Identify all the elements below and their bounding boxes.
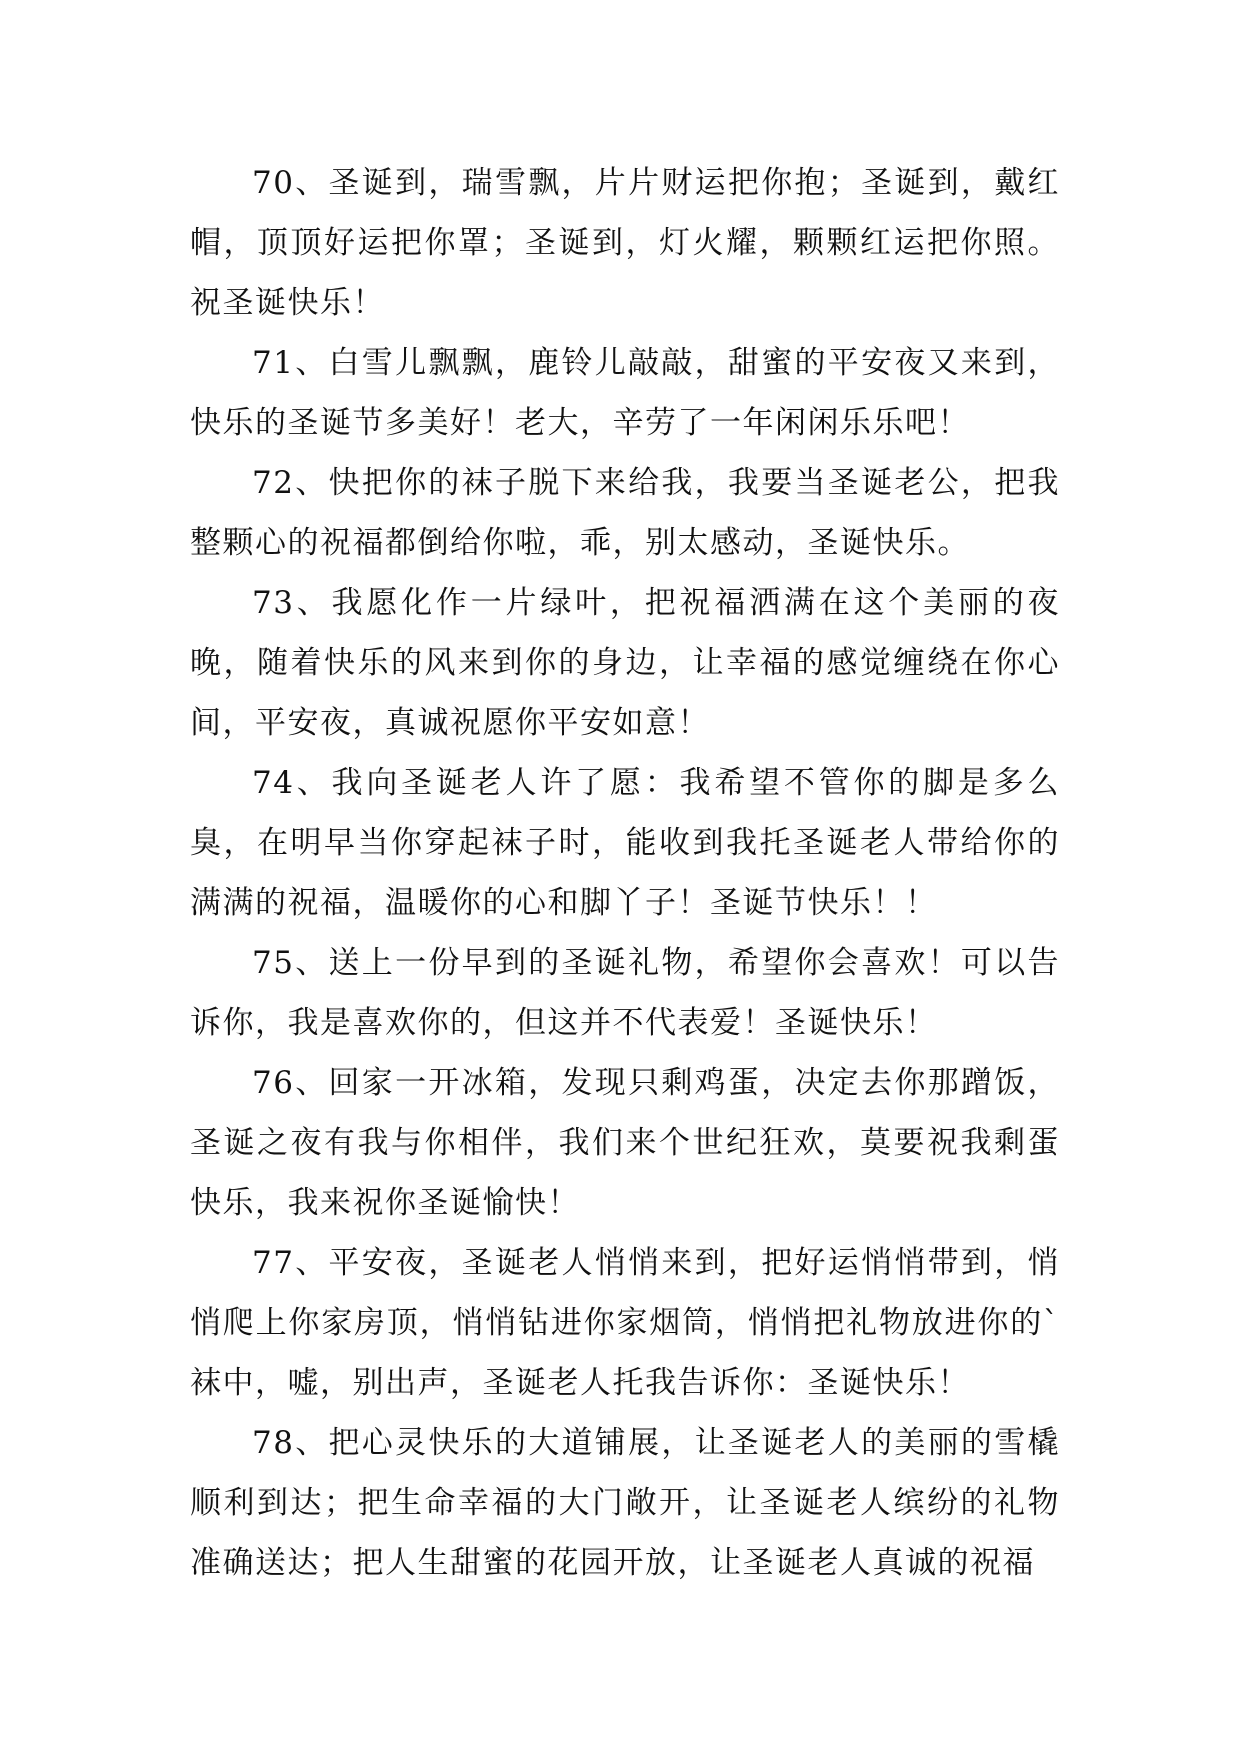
paragraph-72: 72、快把你的袜子脱下来给我，我要当圣诞老公，把我整颗心的祝福都倒给你啦，乖，别太感动，圣诞快乐。 (190, 465, 1060, 561)
paragraph-78: 78、把心灵快乐的大道铺展，让圣诞老人的美丽的雪橇顺利到达；把生命幸福的大门敞开，让圣诞老人缤纷的礼物准确送达；把人生甜蜜的花园开放，让圣诞老人真诚的祝福 (190, 1425, 1060, 1581)
paragraph-70: 70、圣诞到，瑞雪飘，片片财运把你抱；圣诞到，戴红帽，顶顶好运把你罩；圣诞到，灯火耀，颗颗红运把你照。祝圣诞快乐！ (190, 165, 1060, 321)
document-page (190, 153, 1060, 1593)
paragraph-75: 75、送上一份早到的圣诞礼物，希望你会喜欢！可以告诉你，我是喜欢你的，但这并不代表爱！圣诞快乐！ (190, 945, 1060, 1041)
paragraph-76: 76、回家一开冰箱，发现只剩鸡蛋，决定去你那蹭饭，圣诞之夜有我与你相伴，我们来个世纪狂欢，莫要祝我剩蛋快乐，我来祝你圣诞愉快！ (190, 1065, 1060, 1221)
paragraph-71: 71、白雪儿飘飘，鹿铃儿敲敲，甜蜜的平安夜又来到，快乐的圣诞节多美好！老大，辛劳了一年闲闲乐乐吧！ (190, 345, 1060, 441)
paragraph-74: 74、我向圣诞老人许了愿：我希望不管你的脚是多么臭，在明早当你穿起袜子时，能收到我托圣诞老人带给你的满满的祝福，温暖你的心和脚丫子！圣诞节快乐！！ (190, 765, 1060, 921)
paragraph-77: 77、平安夜，圣诞老人悄悄来到，把好运悄悄带到，悄悄爬上你家房顶，悄悄钻进你家烟筒，悄悄把礼物放进你的`袜中，嘘，别出声，圣诞老人托我告诉你：圣诞快乐！ (190, 1245, 1060, 1401)
paragraph-73: 73、我愿化作一片绿叶，把祝福洒满在这个美丽的夜晚，随着快乐的风来到你的身边，让幸福的感觉缠绕在你心间，平安夜，真诚祝愿你平安如意！ (190, 585, 1060, 741)
